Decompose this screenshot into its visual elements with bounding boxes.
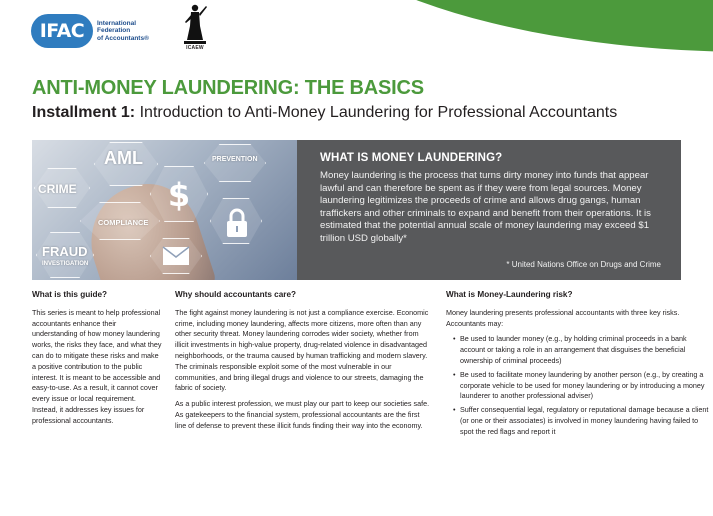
why-care-paragraph: The fight against money laundering is not just a compliance exercise. Economic crime, including money laundering, affects more citizens, more often than any other security threat. Money laundering corrodes wider society, whether from illicit investments in high-value property, drug-related violence in disadvantaged neighborhoods, or the trauma caused by human trafficking and modern slavery. The criminals responsible exploit some of the most vulnerable in our communities, and bring illegal drugs and violence to our streets, damaging the fabric of society.	[175, 307, 429, 393]
why-care-column	[175, 290, 430, 437]
dollar-icon	[165, 176, 193, 212]
hero-tag-fraud: FRAUD	[42, 244, 88, 259]
risk-intro: Money laundering presents professional accountants with three key risks. Accountants may:	[446, 307, 680, 328]
page-title: ANTI-MONEY LAUNDERING: THE BASICS	[32, 77, 424, 99]
page-subtitle	[32, 104, 617, 122]
guide-heading: What is this guide?	[32, 290, 108, 299]
ifac-logo-text: International Federation of Accountants®	[97, 19, 149, 42]
hero-tag-compliance: COMPLIANCE	[98, 218, 149, 227]
why-care-heading: Why should accountants care?	[175, 290, 297, 299]
risk-list-item: • Be used to launder money (e.g., by holding criminal proceeds in a bank account or taking a role in an arrangement that disguises the beneficial ownership of criminal proceeds)	[454, 334, 713, 366]
risk-column	[446, 290, 713, 441]
ifac-logo-mark: IFAC	[31, 14, 93, 48]
info-box-body: Money laundering is the process that turns dirty money into funds that appear lawful and can therefore be spent as if they were from legal sources. Money laundering legitimizes the proceeds of crime and allows drug gangs, human traffickers and other criminals to expand and benefit from their operations. It is estimated that the potential annual scale of money laundering may exceed $1 trillion USD globally*	[320, 170, 651, 244]
risk-list-item: • Suffer consequential legal, regulatory or reputational damage because a client (or one or their associates) is involved in money laundering having failed to spot the red flags and report it	[454, 405, 713, 437]
hero-tag-aml: AML	[104, 148, 143, 168]
info-box-source: * United Nations Office on Drugs and Crime	[506, 260, 661, 269]
why-care-paragraph: As a public interest profession, we must play our part to keep our societies safe. As gatekeepers to the financial system, professional accountants are the first line of defense to prevent these illicit funds finding their way into the economy.	[175, 399, 430, 430]
svg-text:$: $	[167, 176, 191, 212]
hero-tag-crime: CRIME	[38, 182, 77, 196]
hero-tag-investigation: INVESTIGATION	[42, 261, 89, 267]
envelope-icon	[162, 246, 190, 266]
risk-heading: What is Money-Laundering risk?	[446, 290, 573, 299]
installment-title: Introduction to Anti-Money Laundering for Professional Accountants	[139, 104, 618, 121]
ifac-logo[interactable]	[31, 14, 149, 48]
hero-image	[32, 140, 297, 280]
header-green-band	[343, 0, 713, 52]
hero-tag-prevention: PREVENTION	[212, 156, 258, 163]
risk-list	[446, 334, 713, 437]
money-laundering-info-box	[297, 140, 681, 280]
installment-label: Installment 1:	[32, 104, 136, 121]
icaew-logo-label: ICAEW	[186, 45, 204, 51]
padlock-icon	[224, 208, 250, 238]
info-box-heading: WHAT IS MONEY LAUNDERING?	[320, 152, 503, 164]
guide-body: This series is meant to help professional accountants enhance their understanding of how money laundering works, the risks they face, and what they can do to mitigate these risks and make a positive contribution to the public interest. It is meant to be accessible and easy-to-use. As a result, it cannot cover every issue or local requirement. Instead, it addresses key issues for professional accountants.	[32, 307, 162, 425]
risk-list-item: • Be used to facilitate money laundering by another person (e.g., by creating a corporate vehicle to be used for money laundering or by introducing a money launderer to another professional adviser)	[454, 370, 713, 402]
guide-column	[32, 290, 162, 432]
